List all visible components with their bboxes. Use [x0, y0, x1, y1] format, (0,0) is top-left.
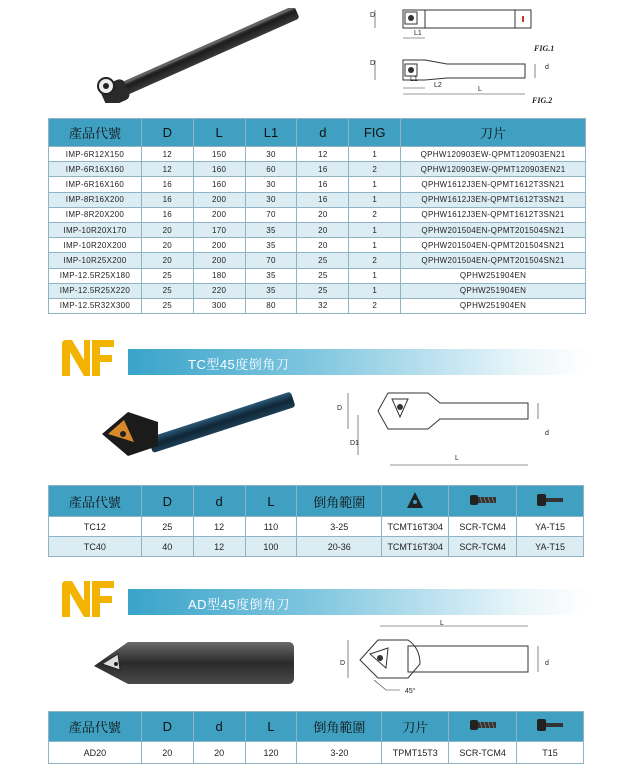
spec-header-1: D [141, 119, 193, 147]
table-cell: 1 [349, 238, 401, 253]
ad-tech-drawing [330, 618, 560, 698]
table-cell: 2 [349, 253, 401, 268]
table-cell: 110 [245, 517, 297, 537]
table-cell: IMP-10R25X200 [49, 253, 142, 268]
table-cell: 2 [349, 162, 401, 177]
table-cell: 25 [297, 253, 349, 268]
ad-header-range: 倒角範圍 [297, 712, 382, 742]
table-cell: IMP-6R16X160 [49, 162, 142, 177]
fig2-dim-L: L [478, 86, 482, 93]
table-cell: QPHW251904EN [401, 268, 586, 283]
table-cell: 3-20 [297, 742, 382, 764]
table-cell: T15 [517, 742, 584, 764]
table-cell: 25 [141, 517, 193, 537]
table-cell: 20 [141, 222, 193, 237]
table-cell: 1 [349, 283, 401, 298]
table-cell: 12 [141, 147, 193, 162]
table-cell: 32 [297, 298, 349, 313]
spec-header-5: FIG [349, 119, 401, 147]
tc-dim-D1: D1 [350, 440, 359, 447]
table-cell: 20 [141, 253, 193, 268]
table-cell: TCMT16T304 [382, 537, 449, 557]
table-row [49, 268, 586, 283]
table-cell: 20 [193, 742, 245, 764]
table-cell: TPMT15T3 [382, 742, 449, 764]
table-cell: 25 [141, 268, 193, 283]
nf-logo [58, 579, 118, 619]
table-cell: 300 [193, 298, 245, 313]
table-cell: 100 [245, 537, 297, 557]
table-cell: 35 [245, 283, 297, 298]
table-cell: QPHW201504EN-QPMT201504SN21 [401, 253, 586, 268]
table-cell: IMP-12.5R25X180 [49, 268, 142, 283]
table-cell: 12 [297, 147, 349, 162]
table-row [49, 742, 584, 764]
table-cell: 3-25 [297, 517, 382, 537]
table-cell: 25 [141, 298, 193, 313]
table-cell: 1 [349, 222, 401, 237]
table-row [49, 192, 586, 207]
fig1-label: FIG.1 [534, 44, 555, 53]
fig1-dim-D: D [370, 12, 376, 19]
tc-dim-d: d [545, 430, 549, 437]
table-row [49, 298, 586, 313]
spec-header-6: 刀片 [401, 119, 586, 147]
ad-header-L: L [245, 712, 297, 742]
spec-header-2: L [193, 119, 245, 147]
table-cell: 30 [245, 147, 297, 162]
table-cell: IMP-8R20X200 [49, 207, 142, 222]
tc-tech-drawing [328, 385, 558, 475]
table-cell: 40 [141, 537, 193, 557]
table-cell: QPHW1612J3EN-QPMT1612T3SN21 [401, 177, 586, 192]
tc-dim-L: L [455, 455, 459, 462]
ad-header-code: 產品代號 [49, 712, 142, 742]
tc-header-code: 產品代號 [49, 486, 142, 517]
tc-header-L: L [245, 486, 297, 517]
boring-bar-spec-table [48, 118, 586, 314]
tc-dim-D: D [337, 405, 343, 412]
spec-header-3: L1 [245, 119, 297, 147]
fig2-dim-D: D [370, 60, 376, 67]
table-cell: IMP-10R20X200 [49, 238, 142, 253]
fig2-dim-L1: L1 [410, 76, 418, 83]
table-cell: 120 [245, 742, 297, 764]
table-cell: 1 [349, 177, 401, 192]
table-cell: SCR-TCM4 [449, 742, 517, 764]
table-cell: IMP-8R16X200 [49, 192, 142, 207]
ad-title: AD型45度倒角刀 [188, 597, 291, 612]
fig2-drawing [365, 52, 560, 102]
table-cell: 60 [245, 162, 297, 177]
ad-tool-photo [88, 628, 303, 698]
table-cell: 16 [297, 162, 349, 177]
fig2-dim-L2: L2 [434, 82, 442, 89]
wrench-icon [517, 712, 584, 742]
table-cell: 25 [141, 283, 193, 298]
table-cell: 2 [349, 207, 401, 222]
table-cell: AD20 [49, 742, 142, 764]
table-cell: QPHW120903EW-QPMT120903EN21 [401, 162, 586, 177]
ad-header-D: D [141, 712, 193, 742]
table-cell: IMP-10R20X170 [49, 222, 142, 237]
table-cell: 12 [193, 517, 245, 537]
table-cell: 1 [349, 268, 401, 283]
table-cell: QPHW1612J3EN-QPMT1612T3SN21 [401, 192, 586, 207]
table-cell: QPHW201504EN-QPMT201504SN21 [401, 222, 586, 237]
table-cell: SCR-TCM4 [449, 537, 517, 557]
table-row [49, 238, 586, 253]
table-cell: 200 [193, 253, 245, 268]
fig2-label: FIG.2 [532, 96, 553, 105]
tc-title-band [128, 349, 588, 375]
spec-header-4: d [297, 119, 349, 147]
table-cell: 35 [245, 268, 297, 283]
table-cell: TC12 [49, 517, 142, 537]
tc-header-range: 倒角範圍 [297, 486, 382, 517]
table-row [49, 537, 584, 557]
tc-spec-table [48, 485, 584, 557]
table-cell: 16 [141, 207, 193, 222]
table-cell: 1 [349, 147, 401, 162]
table-row [49, 207, 586, 222]
table-cell: 12 [141, 162, 193, 177]
table-cell: 12 [193, 537, 245, 557]
tc-title: TC型45度倒角刀 [188, 357, 290, 372]
table-cell: QPHW251904EN [401, 283, 586, 298]
table-cell: TCMT16T304 [382, 517, 449, 537]
table-row [49, 147, 586, 162]
table-cell: 16 [297, 177, 349, 192]
table-cell: QPHW120903EW-QPMT120903EN21 [401, 147, 586, 162]
table-cell: IMP-6R16X160 [49, 177, 142, 192]
ad-header-insert: 刀片 [382, 712, 449, 742]
ad-dim-D: D [340, 660, 346, 667]
tc-tool-photo [88, 388, 303, 473]
table-cell: 2 [349, 298, 401, 313]
table-cell: 25 [297, 268, 349, 283]
table-cell: IMP-6R12X150 [49, 147, 142, 162]
ad-spec-table [48, 711, 584, 764]
table-cell: 20 [141, 238, 193, 253]
table-cell: 20-36 [297, 537, 382, 557]
screw-icon [449, 712, 517, 742]
table-cell: 16 [141, 177, 193, 192]
ad-dim-L: L [440, 620, 444, 627]
spec-header-0: 產品代號 [49, 119, 142, 147]
table-row [49, 162, 586, 177]
table-cell: 35 [245, 222, 297, 237]
table-cell: 16 [141, 192, 193, 207]
ad-title-band [128, 589, 588, 615]
table-cell: 30 [245, 177, 297, 192]
table-cell: 160 [193, 162, 245, 177]
fig2-dim-d: d [545, 64, 549, 71]
table-cell: 20 [297, 238, 349, 253]
table-cell: TC40 [49, 537, 142, 557]
table-cell: 25 [297, 283, 349, 298]
table-cell: 70 [245, 253, 297, 268]
boring-bar-photo [88, 8, 313, 103]
ad-dim-angle: 45° [405, 688, 416, 695]
tc-header-D: D [141, 486, 193, 517]
table-cell: IMP-12.5R32X300 [49, 298, 142, 313]
table-cell: YA-T15 [517, 537, 584, 557]
table-cell: 1 [349, 192, 401, 207]
nf-logo [58, 338, 118, 378]
table-cell: 30 [245, 192, 297, 207]
table-cell: 20 [141, 742, 193, 764]
table-cell: 20 [297, 222, 349, 237]
ad-header-d: d [193, 712, 245, 742]
table-cell: 150 [193, 147, 245, 162]
table-cell: QPHW251904EN [401, 298, 586, 313]
table-cell: 35 [245, 238, 297, 253]
ad-dim-d: d [545, 660, 549, 667]
table-cell: YA-T15 [517, 517, 584, 537]
table-cell: 70 [245, 207, 297, 222]
fig1-drawing [365, 2, 560, 52]
table-row [49, 283, 586, 298]
table-cell: 160 [193, 177, 245, 192]
table-cell: 16 [297, 192, 349, 207]
table-cell: 20 [297, 207, 349, 222]
table-cell: QPHW1612J3EN-QPMT1612T3SN21 [401, 207, 586, 222]
tc-header-d: d [193, 486, 245, 517]
fig1-dim-L1: L1 [414, 30, 422, 37]
table-cell: 80 [245, 298, 297, 313]
table-cell: 180 [193, 268, 245, 283]
insert-icon [382, 486, 449, 517]
table-row [49, 253, 586, 268]
table-cell: IMP-12.5R25X220 [49, 283, 142, 298]
table-cell: 200 [193, 207, 245, 222]
table-row [49, 517, 584, 537]
table-cell: 200 [193, 192, 245, 207]
table-row [49, 222, 586, 237]
table-cell: 170 [193, 222, 245, 237]
table-cell: 200 [193, 238, 245, 253]
screw-icon [449, 486, 517, 517]
table-cell: SCR-TCM4 [449, 517, 517, 537]
table-row [49, 177, 586, 192]
table-cell: 220 [193, 283, 245, 298]
wrench-icon [517, 486, 584, 517]
table-cell: QPHW201504EN-QPMT201504SN21 [401, 238, 586, 253]
